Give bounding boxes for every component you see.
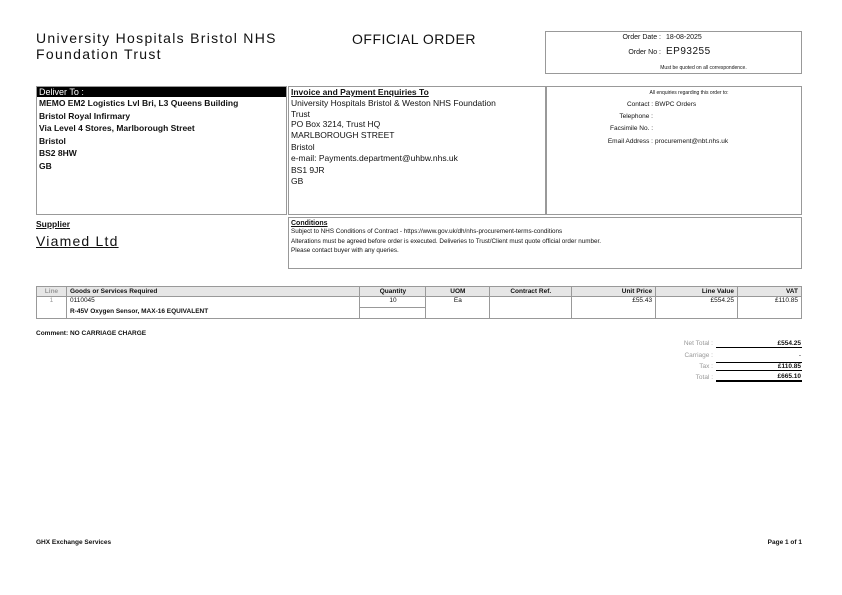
email-value[interactable]: procurement@nbt.nhs.uk [655, 138, 729, 145]
cell-empty [360, 308, 426, 319]
order-number-value: EP93255 [666, 46, 711, 57]
carriage-value: - [798, 352, 801, 359]
footer-left: GHX Exchange Services [36, 539, 112, 546]
col-header-line: Line [37, 287, 67, 297]
tax-value: £110.85 [716, 362, 802, 371]
page-number: Page 1 of 1 [767, 539, 802, 546]
table-header-row [37, 287, 802, 297]
order-info-box [545, 31, 802, 74]
organisation-name [36, 30, 277, 62]
invoice-address-line: PO Box 3214, Trust HQ [291, 118, 381, 129]
cell-line: 1 [37, 297, 67, 308]
conditions-line: Please contact buyer with any queries. [291, 247, 399, 254]
invoice-email[interactable]: e-mail: Payments.department@uhbw.nhs.uk [291, 153, 458, 163]
col-header-quantity: Quantity [360, 287, 426, 297]
supplier-name: Viamed Ltd [36, 233, 119, 249]
fax-label: Facsimile No. : [610, 125, 653, 132]
table-row-description [37, 308, 802, 319]
cell-quantity: 10 [360, 297, 426, 308]
col-header-goods: Goods or Services Required [66, 287, 360, 297]
supplier-label: Supplier [36, 219, 71, 229]
cell-code: 0110045 [66, 297, 360, 308]
cell-uom: Ea [426, 297, 490, 308]
invoice-address-line: Bristol [291, 141, 315, 152]
col-header-line-value: Line Value [656, 287, 738, 297]
cell-empty [656, 308, 738, 319]
conditions-line: Subject to NHS Conditions of Contract - https://www.gov.uk/dh/nhs-procurement-terms-conditions [291, 228, 563, 235]
document-title: OFFICIAL ORDER [352, 31, 476, 47]
col-header-contract: Contract Ref. [490, 287, 572, 297]
telephone-label: Telephone : [619, 113, 653, 120]
invoice-address-line: GB [291, 176, 304, 186]
net-total-value: £554.25 [716, 340, 802, 348]
cell-empty [490, 308, 572, 319]
cell-vat: £110.85 [737, 297, 801, 308]
deliver-address-line: BS2 8HW [39, 148, 77, 158]
deliver-address-line: Bristol [39, 135, 66, 146]
enquiries-box [546, 86, 802, 215]
col-header-uom: UOM [426, 287, 490, 297]
organisation-name-line1: University Hospitals Bristol NHS [36, 30, 277, 46]
enquiries-heading: All enquiries regarding this order to: [649, 90, 729, 96]
cell-empty [737, 308, 801, 319]
cell-contract [490, 297, 572, 308]
contact-value: BWPC Orders [655, 101, 697, 108]
conditions-line: Alterations must be agreed before order is executed. Deliveries to Trust/Client must quote official order number. [291, 237, 601, 245]
deliver-address-line: Bristol Royal Infirmary [39, 110, 131, 121]
col-header-vat: VAT [737, 287, 801, 297]
conditions-heading: Conditions [291, 220, 328, 227]
net-total-label: Net Total : [683, 340, 713, 347]
email-label: Email Address : [607, 138, 653, 145]
cell-empty [572, 308, 656, 319]
deliver-to-address [37, 97, 286, 172]
col-header-unit-price: Unit Price [572, 287, 656, 297]
table-row [37, 297, 802, 308]
deliver-address-line: Via Level 4 Stores, Marlborough Street [39, 123, 195, 133]
order-quote-note: Must be quoted on all correspondence. [660, 65, 747, 71]
order-date-value: 18-08-2025 [666, 34, 702, 41]
order-comment: Comment: NO CARRIAGE CHARGE [36, 330, 147, 337]
cell-description: R-45V Oxygen Sensor, MAX-16 EQUIVALENT [66, 308, 360, 319]
total-label: Total : [695, 374, 713, 381]
conditions-box [288, 217, 802, 269]
cell-empty [426, 308, 490, 319]
total-value: £665.10 [716, 373, 802, 382]
invoice-enquiries-box [288, 86, 546, 215]
invoice-address-line: Trust [291, 108, 311, 119]
contact-label: Contact : [626, 101, 653, 108]
deliver-address-line: GB [39, 160, 52, 171]
organisation-name-line2: Foundation Trust [36, 46, 162, 62]
invoice-address-line: MARLBOROUGH STREET [291, 130, 395, 140]
invoice-address-line: BS1 9JR [291, 164, 325, 175]
deliver-address-line: MEMO EM2 Logistics Lvl Bri, L3 Queens Building [39, 98, 239, 108]
invoice-heading: Invoice and Payment Enquiries To [291, 87, 429, 97]
order-lines-table [36, 286, 802, 319]
cell-unit-price: £55.43 [572, 297, 656, 308]
order-date-label: Order Date : [622, 34, 661, 41]
invoice-address-line: University Hospitals Bristol & Weston NHS Foundation [291, 98, 496, 108]
deliver-to-box [36, 86, 287, 215]
carriage-label: Carriage : [684, 352, 713, 359]
tax-label: Tax : [699, 363, 713, 370]
cell-empty [37, 308, 67, 319]
cell-line-value: £554.25 [656, 297, 738, 308]
deliver-to-heading: Deliver To : [37, 87, 286, 97]
order-number-label: Order No : [628, 49, 661, 56]
